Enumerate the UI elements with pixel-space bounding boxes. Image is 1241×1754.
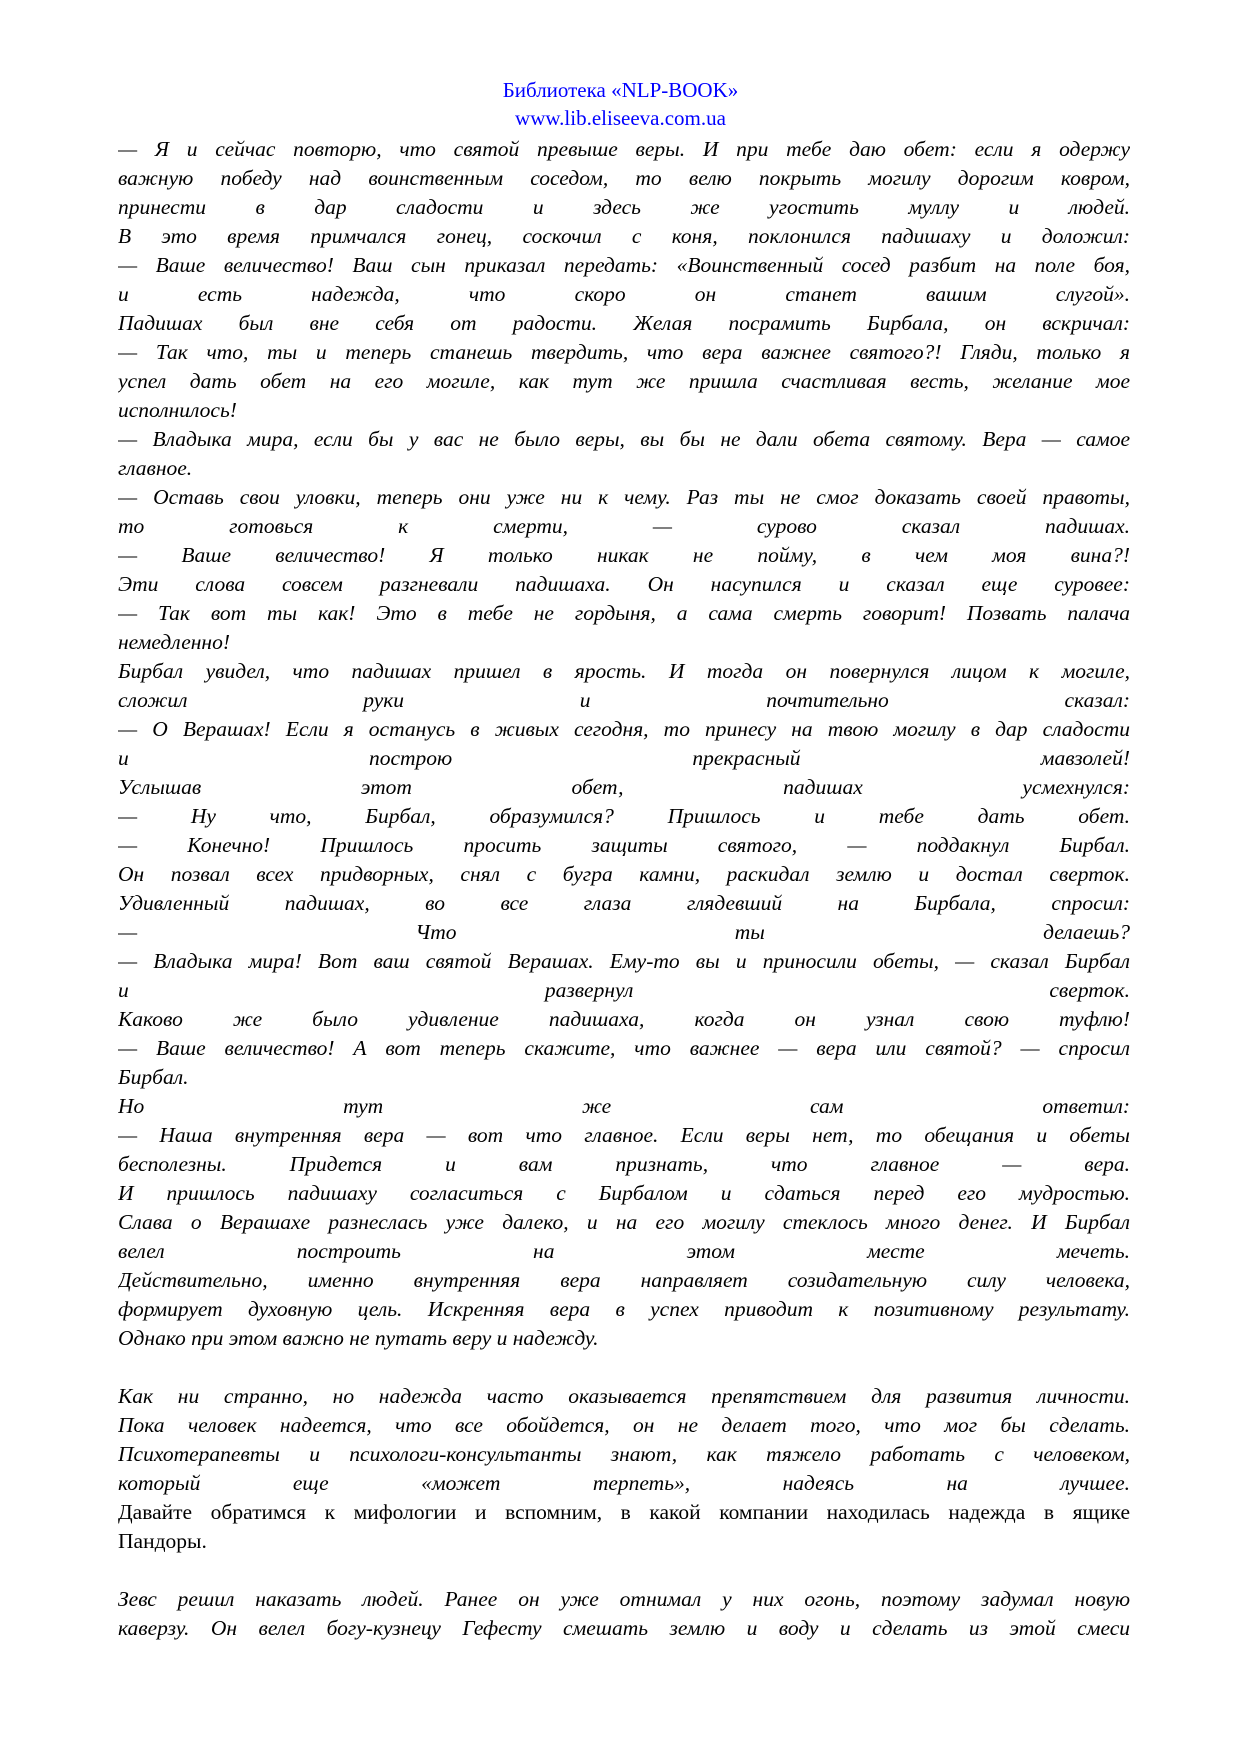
text-line: Услышав этот обет, падишах усмехнулся: — [118, 775, 1130, 799]
text-line: Каково же было удивление падишаха, когда он узнал свою туфлю! — [118, 1007, 1130, 1031]
text-line: сложил руки и почтительно сказал: — [118, 688, 1130, 712]
text-line: велел построить на этом месте мечеть. — [118, 1239, 1130, 1263]
text-line: Как ни странно, но надежда часто оказывается препятствием для развития личности. — [118, 1384, 1130, 1408]
text-line: — Конечно! Пришлось просить защиты святого, — поддакнул Бирбал. — [118, 833, 1130, 857]
text-line: — Так вот ты как! Это в тебе не гордыня, а сама смерть говорит! Позвать палача — [118, 601, 1130, 625]
text-line: успел дать обет на его могиле, как тут же пришла счастливая весть, желание мое — [118, 369, 1130, 393]
text-line: немедленно! — [118, 630, 230, 654]
library-title: Библиотека «NLP-BOOK» — [502, 78, 739, 102]
text-line: И пришлось падишаху согласиться с Бирбалом и сдаться перед его мудростью. — [118, 1181, 1130, 1205]
text-line: В это время примчался гонец, соскочил с коня, поклонился падишаху и доложил: — [118, 224, 1130, 248]
text-line: Пока человек надеется, что все обойдется, он не делает того, что мог бы сделать. — [118, 1413, 1130, 1437]
document-body — [118, 135, 1130, 1643]
blank-line — [118, 1556, 1130, 1585]
text-line: и построю прекрасный мавзолей! — [118, 746, 1130, 770]
text-line: каверзу. Он велел богу-кузнецу Гефесту смешать землю и воду и сделать из этой смеси — [118, 1616, 1130, 1640]
text-line: — Так что, ты и теперь станешь твердить, что вера важнее святого?! Гляди, только я — [118, 340, 1130, 364]
text-line: Действительно, именно внутренняя вера направляет созидательную силу человека, — [118, 1268, 1130, 1292]
text-line: Пандоры. — [118, 1529, 207, 1553]
text-line: исполнилось! — [118, 398, 237, 422]
text-line: Давайте обратимся к мифологии и вспомним, в какой компании находилась надежда в ящике — [118, 1500, 1130, 1524]
text-line: Зевс решил наказать людей. Ранее он уже отнимал у них огонь, поэтому задумал новую — [118, 1587, 1130, 1611]
text-line: — Ваше величество! А вот теперь скажите, что важнее — вера или святой? — спросил — [118, 1036, 1130, 1060]
text-line: — Что ты делаешь? — [118, 920, 1130, 944]
text-line: Но тут же сам ответил: — [118, 1094, 1130, 1118]
text-line: — Оставь свои уловки, теперь они уже ни к чему. Раз ты не смог доказать своей правоты, — [118, 485, 1130, 509]
text-line: Бирбал. — [118, 1065, 189, 1089]
blank-line — [118, 1353, 1130, 1382]
text-line: Эти слова совсем разгневали падишаха. Он насупился и сказал еще суровее: — [118, 572, 1130, 596]
text-line: — Ваше величество! Ваш сын приказал передать: «Воинственный сосед разбит на поле боя, — [118, 253, 1130, 277]
text-line: то готовься к смерти, — сурово сказал падишах. — [118, 514, 1130, 538]
text-line: бесполезны. Придется и вам признать, что главное — вера. — [118, 1152, 1130, 1176]
text-line: принести в дар сладости и здесь же угостить муллу и людей. — [118, 195, 1130, 219]
text-line: Однако при этом важно не путать веру и надежду. — [118, 1326, 599, 1350]
text-line: Он позвал всех придворных, снял с бугра камни, раскидал землю и достал сверток. — [118, 862, 1130, 886]
text-line: формирует духовную цель. Искренняя вера в успех приводит к позитивному результату. — [118, 1297, 1130, 1321]
page-header — [0, 76, 1241, 132]
text-line: — Владыка мира, если бы у вас не было веры, вы бы не дали обета святому. Вера — самое — [118, 427, 1130, 451]
text-line: и развернул сверток. — [118, 978, 1130, 1002]
text-line: — Я и сейчас повторю, что святой превыше веры. И при тебе даю обет: если я одержу — [118, 137, 1130, 161]
text-line: важную победу над воинственным соседом, то велю покрыть могилу дорогим ковром, — [118, 166, 1130, 190]
text-line: и есть надежда, что скоро он станет вашим слугой». — [118, 282, 1130, 306]
text-line: — Владыка мира! Вот ваш святой Верашах. Ему-то вы и приносили обеты, — сказал Бирбал — [118, 949, 1130, 973]
text-line: — Ваше величество! Я только никак не пойму, в чем моя вина?! — [118, 543, 1130, 567]
text-line: Удивленный падишах, во все глаза глядевший на Бирбала, спросил: — [118, 891, 1130, 915]
text-line: главное. — [118, 456, 193, 480]
text-line: который еще «может терпеть», надеясь на лучшее. — [118, 1471, 1130, 1495]
text-line: Слава о Верашахе разнеслась уже далеко, и на его могилу стеклось много денег. И Бирбал — [118, 1210, 1130, 1234]
text-line: Психотерапевты и психологи-консультанты знают, как тяжело работать с человеком, — [118, 1442, 1130, 1466]
text-line: Бирбал увидел, что падишах пришел в ярость. И тогда он повернулся лицом к могиле, — [118, 659, 1130, 683]
library-url: www.lib.eliseeva.com.ua — [515, 106, 726, 130]
text-line: — Наша внутренняя вера — вот что главное. Если веры нет, то обещания и обеты — [118, 1123, 1130, 1147]
text-line: Падишах был вне себя от радости. Желая посрамить Бирбала, он вскричал: — [118, 311, 1130, 335]
text-line: — О Верашах! Если я останусь в живых сегодня, то принесу на твою могилу в дар сладости — [118, 717, 1130, 741]
text-line: — Ну что, Бирбал, образумился? Пришлось и тебе дать обет. — [118, 804, 1130, 828]
